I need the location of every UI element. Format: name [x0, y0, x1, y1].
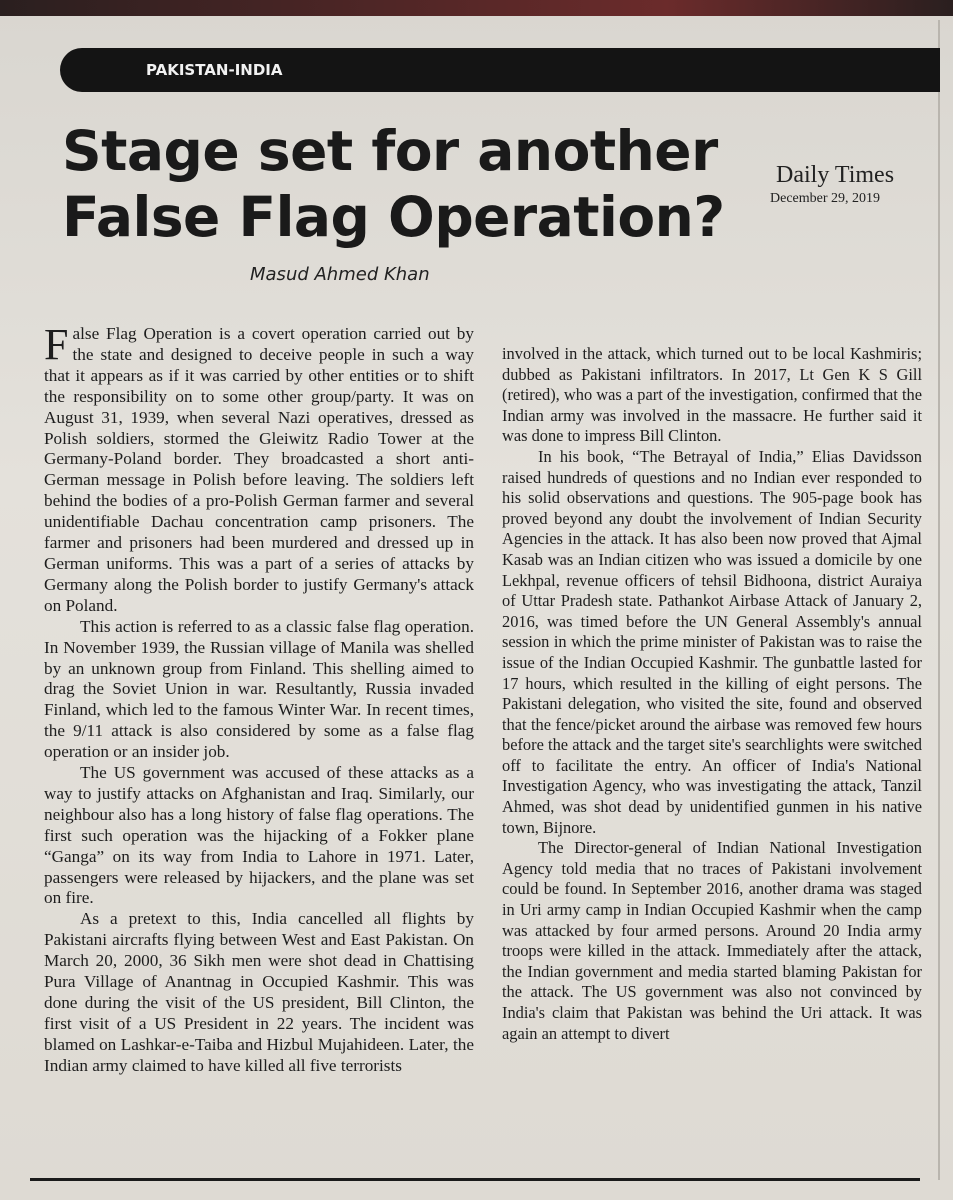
page-edge-line — [938, 20, 940, 1180]
article-headline — [62, 118, 762, 250]
article-column-left — [44, 320, 474, 1077]
paragraph: In his book, “The Betrayal of India,” Elias Davidsson raised hundreds of questions and no Indian ever responded to his solid observations and questions. The 905-page book has proved beyond any doubt the involvement of Indian Security Agencies in the attack. It has also been now proved that Ajmal Kasab was an Indian citizen who was issued a domicile by one Lekhpal, revenue officers of tehsil Bidhoona, district Auraiya of Uttar Pradesh state. Pathankot Airbase Attack of January 2, 2016, was timed before the UN General Assembly's annual session in which the prime minister of Pakistan was to raise the issue of the Indian Occupied Kashmir. The gunbattle lasted for 17 hours, which resulted in the killing of eight persons. The Pakistani delegation, who visited the site, found and observed that the fence/picket around the airbase was removed few hours before the attack and the target site's searchlights were switched off to facilitate the entry. An officer of India's National Investigation Agency, who was investigating the attack, Tanzil Ahmed, was shot dead by unidentified gunmen in his native town, Bijnore. — [502, 446, 922, 837]
footer-rule — [30, 1178, 920, 1181]
source-name: Daily Times — [776, 162, 895, 188]
section-label: PAKISTAN-INDIA — [146, 61, 283, 79]
source-credit — [770, 162, 936, 207]
source-date: December 29, 2019 — [770, 191, 881, 206]
drop-cap: F — [44, 320, 69, 369]
paragraph: This action is referred to as a classic false flag operation. In November 1939, the Russian village of Manila was shelled by an unknown group from Finland. This shelling aimed to drag the Soviet Union in war. Resultantly, Russia invaded Finland, which led to the famous Winter War. In recent times, the 9/11 attack is also considered by some as a false flag operation or an insider job. — [44, 616, 474, 762]
headline-line-2: False Flag Operation? — [62, 185, 725, 249]
section-header-band — [60, 48, 940, 92]
paragraph — [44, 320, 474, 617]
paragraph: involved in the attack, which turned out to be local Kashmiris; dubbed as Pakistani infiltrators. In 2017, Lt Gen K S Gill (retired), who was a part of the investigation, confirmed that the Indian army was involved in the massacre. He further said it was done to impress Bill Clinton. — [502, 344, 922, 446]
paragraph: The Director-general of Indian National Investigation Agency told media that no traces of Pakistani involvement could be found. In September 2016, another drama was staged in Uri army camp in Indian Occupied Kashmir when the camp was attacked by four armed persons. Around 20 India army troops were killed in the attack. Immediately after the attack, the Indian government and media started blaming Pakistan for the attack. The US government was also not convinced by India's claim that Pakistan was behind the Uri attack. It was again an attempt to divert — [502, 838, 922, 1043]
headline-line-1: Stage set for another — [62, 119, 718, 183]
paragraph: The US government was accused of these attacks as a way to justify attacks on Afghanistan and Iraq. Similarly, our neighbour also has a long history of false flag operations. The first such operation was the hijacking of a Fokker plane “Ganga” on its way from India to Lahore in 1971. Later, passengers were released by hijackers, and the plane was set on fire. — [44, 763, 474, 908]
paragraph: As a pretext to this, India cancelled all flights by Pakistani aircrafts flying between West and East Pakistan. On March 20, 2000, 36 Sikh men were shot dead in Chattising Pura Village of Anantnag in Occupied Kashmir. This was done during the visit of the US president, Bill Clinton, the first visit of a US President in 22 years. The incident was blamed on Lashkar-e-Taiba and Hizbul Mujahideen. Later, the Indian army claimed to have killed all five terrorists — [44, 909, 474, 1075]
paragraph-text: alse Flag Operation is a covert operation carried out by the state and designed to deceive people in such a way that it appears as if it was carried by other entities or to shift the responsibility on to some other group/party. It was on August 31, 1939, when several Nazi operatives, dressed as Polish soldiers, stormed the Gleiwitz Radio Tower at the Germany-Poland border. They broadcasted a short anti-German message in Polish before leaving. The soldiers left behind the bodies of a pro-Polish German farmer and several unidentifiable Dachau concentration camp prisoners. The farmer and prisoners had been murdered and dressed up in German uniforms. This was a part of a series of attacks by Germany along the Polish border to justify Germany's attack on Poland. — [44, 324, 474, 615]
article-column-right — [502, 344, 922, 1044]
author-byline: Masud Ahmed Khan — [250, 264, 430, 285]
background-strip — [0, 0, 953, 16]
